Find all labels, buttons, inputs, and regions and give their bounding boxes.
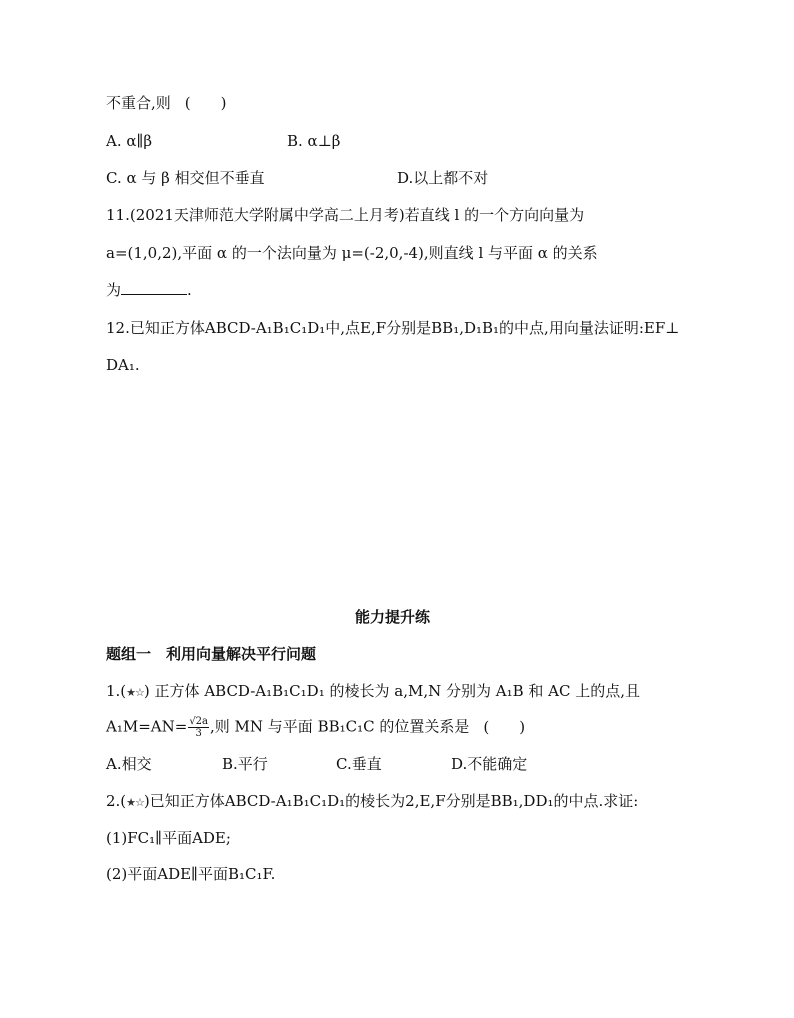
difficulty-star-icon: ★☆ [126, 686, 144, 699]
p1-option-d: D.不能确定 [451, 755, 528, 773]
p2-sub1: (1)FC₁∥平面ADE; [106, 829, 231, 847]
p2-number: 2.( [106, 792, 127, 810]
p2-line1-text: 已知正方体ABCD-A₁B₁C₁D₁的棱长为2,E,F分别是BB₁,DD₁的中点.求证: [149, 792, 639, 810]
p1-line2-suffix: ,则 MN 与平面 BB₁C₁C 的位置关系是 [210, 717, 470, 736]
q11-line2: a=(1,0,2),平面 α 的一个法向量为 μ=(-2,0,-4),则直线 l 与平面 α 的关系 [106, 244, 598, 262]
p1-option-a: A.相交 [106, 755, 152, 773]
p1-line2-prefix: A₁M=AN= [106, 717, 188, 736]
fill-blank [121, 280, 187, 295]
p1-line2 [106, 716, 525, 739]
p2-sub2: (2)平面ADE∥平面B₁C₁F. [106, 865, 276, 883]
difficulty-star-icon: ★☆ [126, 796, 144, 809]
q11-line3-prefix: 为 [106, 281, 122, 299]
fraction-denominator: 3 [195, 728, 202, 739]
q11-line3 [106, 280, 192, 300]
q11-line3-suffix: . [187, 281, 192, 299]
group-heading: 题组一 利用向量解决平行问题 [106, 645, 317, 663]
p2-line1: 2.(★☆)已知正方体ABCD-A₁B₁C₁D₁的棱长为2,E,F分别是BB₁,DD₁的中点.求证: [106, 792, 639, 810]
p1-option-c: C.垂直 [336, 755, 382, 773]
answer-paren: ( ) [184, 94, 227, 112]
q10-option-c: C. α 与 β 相交但不垂直 [106, 169, 265, 187]
q10-tail [106, 93, 227, 113]
section-title: 能力提升练 [355, 608, 431, 626]
q12-line1: 12.已知正方体ABCD-A₁B₁C₁D₁中,点E,F分别是BB₁,D₁B₁的中点,用向量法证明:EF⊥ [106, 319, 680, 337]
q10-option-d: D.以上都不对 [397, 169, 489, 187]
p1-line1: 1.(★☆) 正方体 ABCD-A₁B₁C₁D₁ 的棱长为 a,M,N 分别为 A₁B 和 AC 上的点,且 [106, 682, 640, 700]
q11-line1: 11.(2021天津师范大学附属中学高二上月考)若直线 l 的一个方向向量为 [106, 206, 585, 224]
answer-paren: ( ) [483, 717, 526, 736]
q10-option-a: A. α∥β [106, 132, 153, 150]
fraction [188, 716, 209, 739]
q12-line2: DA₁. [106, 356, 140, 374]
fraction-numerator: √2a [189, 716, 209, 727]
p1-option-b: B.平行 [222, 755, 268, 773]
p1-line1-text: 正方体 ABCD-A₁B₁C₁D₁ 的棱长为 a,M,N 分别为 A₁B 和 AC 上的点,且 [154, 682, 640, 700]
p1-number: 1.( [106, 682, 127, 700]
q10-tail-text: 不重合,则 [106, 94, 171, 112]
q10-option-b: B. α⊥β [287, 132, 341, 150]
